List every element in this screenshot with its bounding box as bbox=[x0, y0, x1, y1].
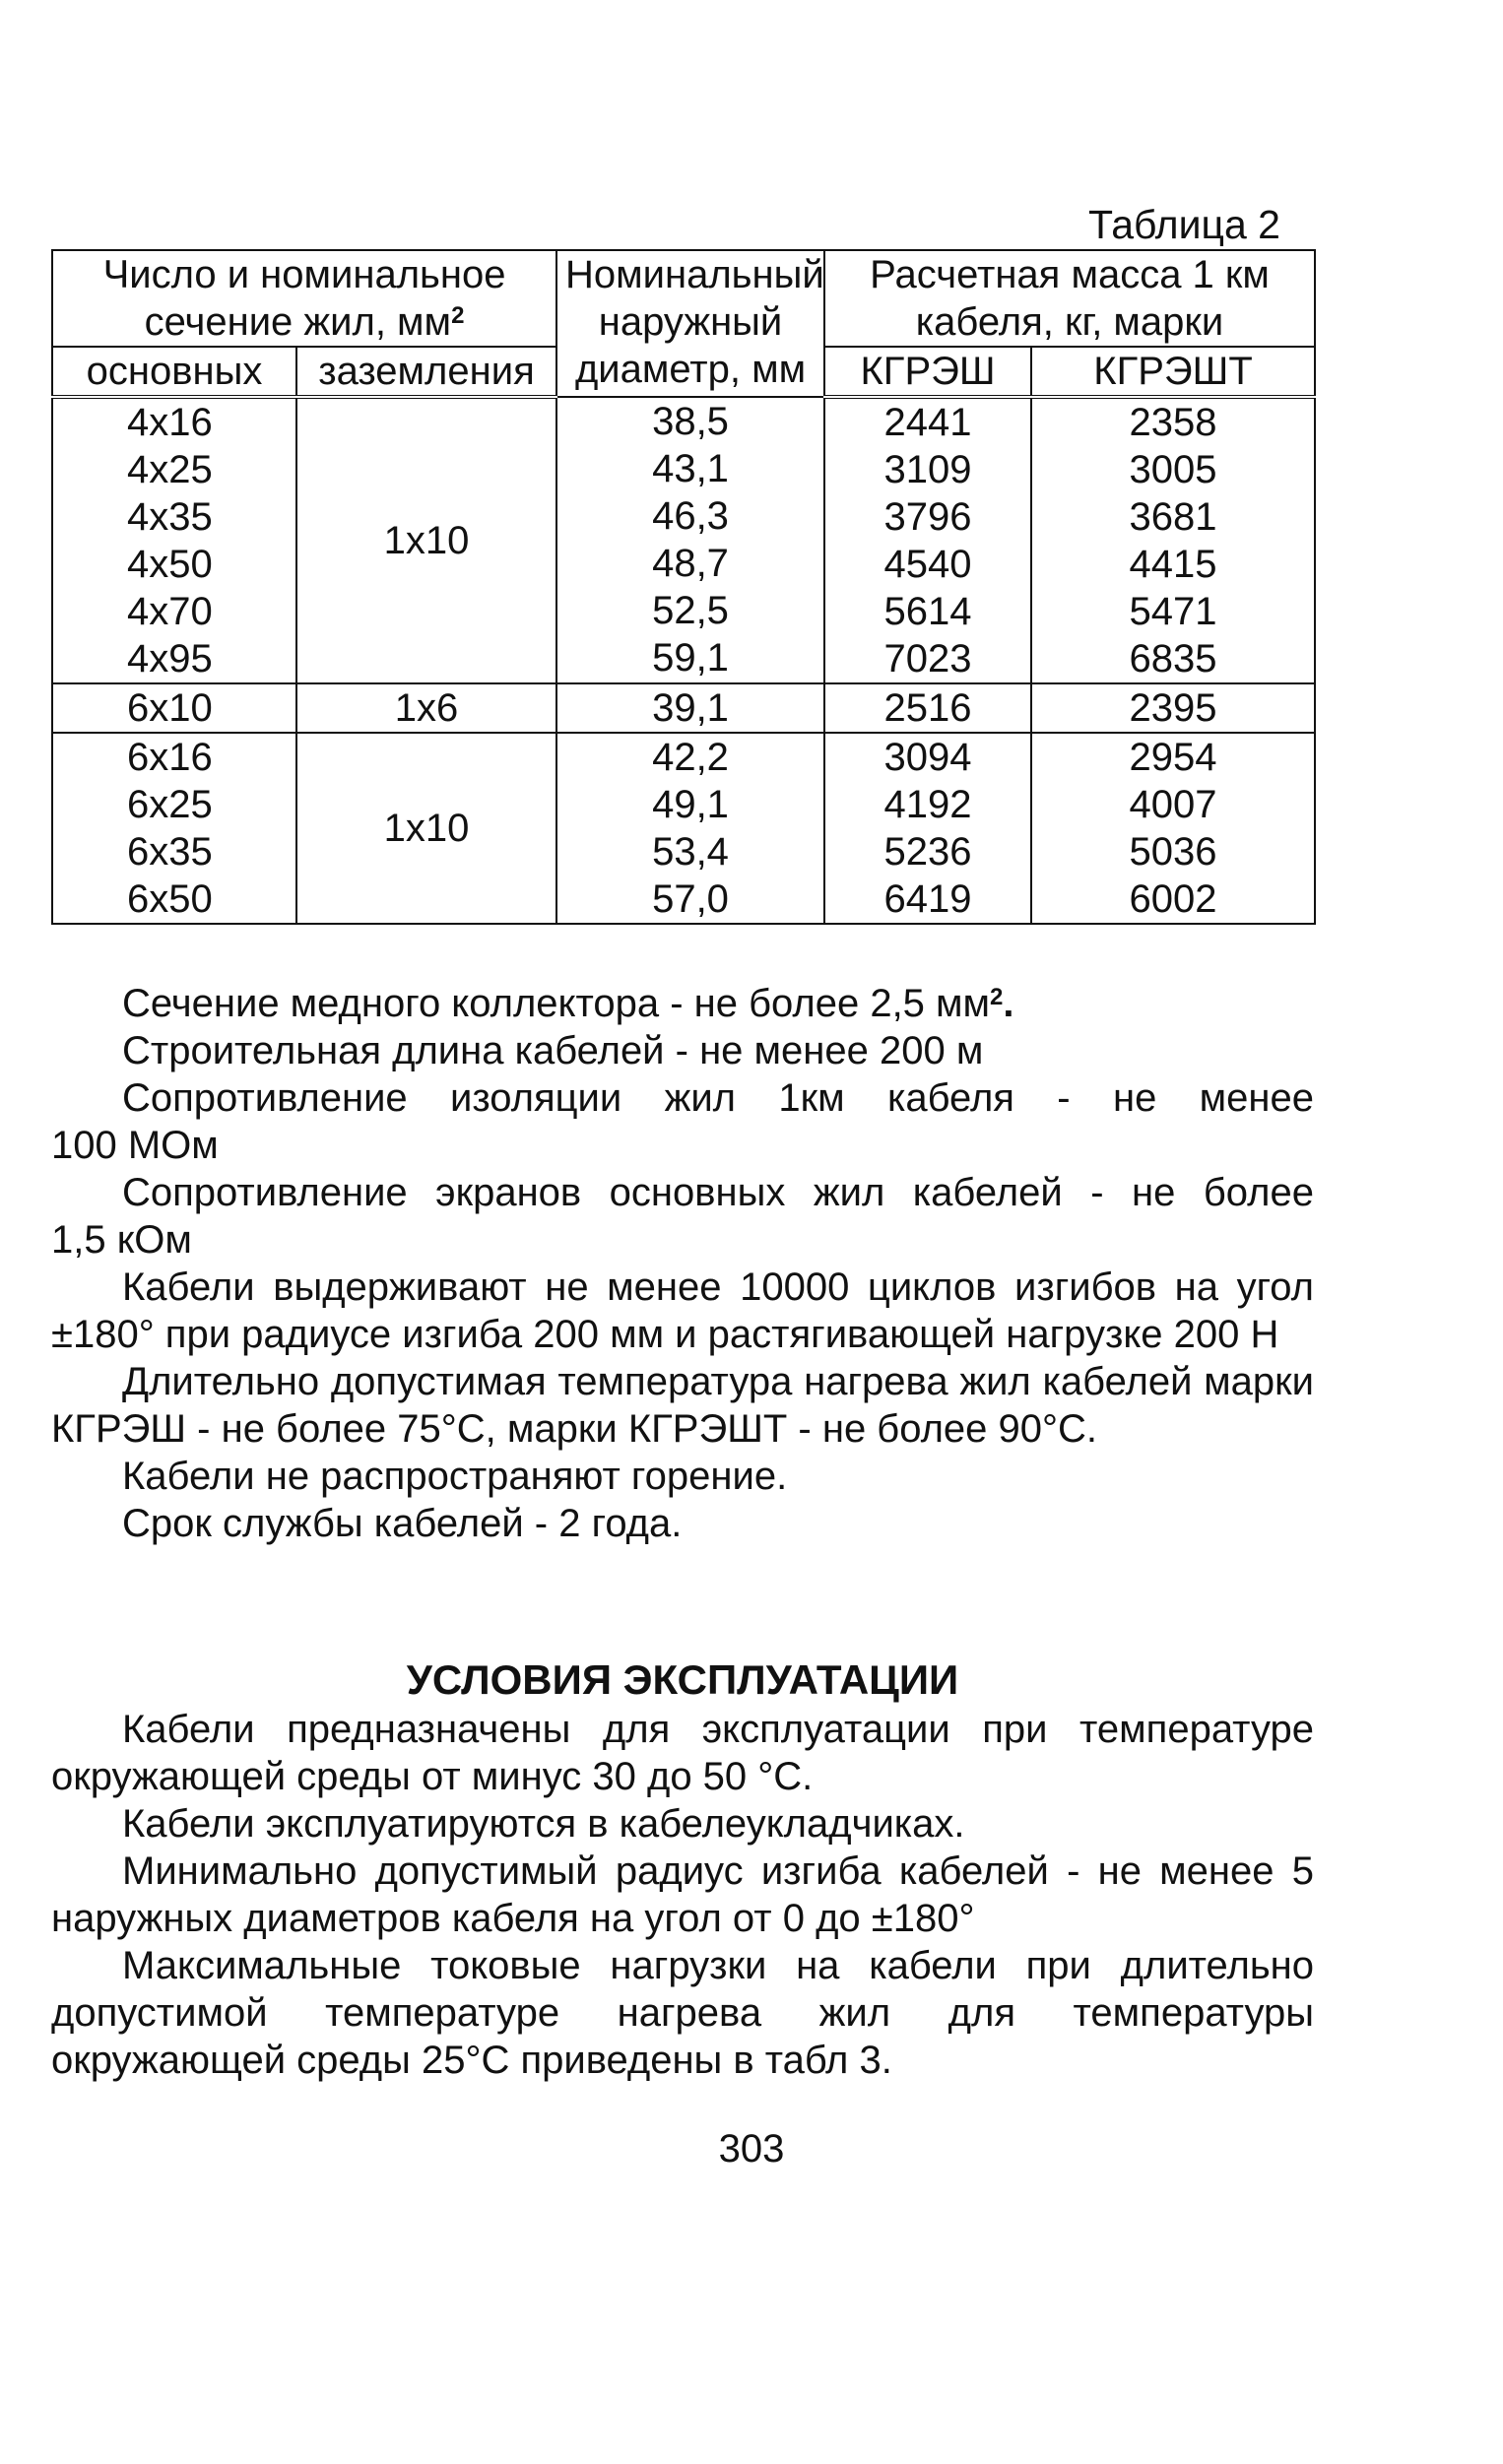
condition-paragraph: Кабели предназначены для эксплуатации при температуре окружающей среды от минус 30 до 50 °С. bbox=[51, 1708, 1314, 1798]
note-paragraph: Кабели выдерживают не менее 10000 циклов изгибов на угол ±180° при радиусе изгиба 200 мм и растягивающей нагрузке 200 Н bbox=[51, 1265, 1314, 1356]
table-row bbox=[52, 397, 1315, 683]
main-cores-cell: 6х16 6х25 6х35 6х50 bbox=[52, 733, 296, 924]
cable-spec-table bbox=[51, 249, 1316, 925]
header-ground-cores: заземления bbox=[296, 347, 556, 397]
condition-paragraph: Максимальные токовые нагрузки на кабели при длительно допустимой температуре нагрева жил для температуры окружающей среды 25°С приведены в табл 3. bbox=[51, 1944, 1314, 2082]
kgresht-mass-cell: 2954 4007 5036 6002 bbox=[1031, 733, 1315, 924]
condition-paragraph: Минимально допустимый радиус изгиба кабелей - не менее 5 наружных диаметров кабеля на угол от 0 до ±180° bbox=[51, 1849, 1314, 1940]
table-header-row bbox=[52, 250, 1315, 347]
note-paragraph: Строительная длина кабелей - не менее 200 м bbox=[122, 1029, 984, 1072]
kgresh-mass-cell: 2441 3109 3796 4540 5614 7023 bbox=[824, 397, 1031, 683]
notes-block bbox=[51, 980, 1314, 1547]
diameter-cell: 38,5 43,1 46,3 48,7 52,5 59,1 bbox=[556, 397, 824, 683]
table-caption: Таблица 2 bbox=[1088, 202, 1280, 247]
main-cores-cell: 4х16 4х25 4х35 4х50 4х70 4х95 bbox=[52, 397, 296, 683]
note-paragraph: Срок службы кабелей - 2 года. bbox=[122, 1502, 683, 1545]
kgresh-mass-cell: 2516 bbox=[824, 683, 1031, 733]
page-number: 303 bbox=[718, 2127, 785, 2171]
operating-conditions-block bbox=[51, 1706, 1314, 2084]
diameter-cell: 39,1 bbox=[556, 683, 824, 733]
header-cores bbox=[52, 250, 556, 347]
kgresh-mass-cell: 3094 4192 5236 6419 bbox=[824, 733, 1031, 924]
header-diameter: Номинальный наружный диаметр, мм bbox=[556, 250, 824, 397]
header-kgresht: КГРЭШТ bbox=[1031, 347, 1315, 397]
note-paragraph: Сопротивление экранов основных жил кабелей - не более 1,5 кОм bbox=[51, 1171, 1314, 1262]
table-row bbox=[52, 733, 1315, 924]
note-paragraph: Сечение медного коллектора - не более 2,5 $мм^2$. bbox=[122, 982, 1014, 1025]
header-mass: Расчетная масса 1 км кабеля, кг, марки bbox=[824, 250, 1315, 347]
section-heading: УСЛОВИЯ ЭКСПЛУАТАЦИИ bbox=[406, 1656, 959, 1703]
header-main-cores: основных bbox=[52, 347, 296, 397]
header-kgresh: КГРЭШ bbox=[824, 347, 1031, 397]
ground-cores-cell: 1х10 bbox=[296, 733, 556, 924]
ground-cores-cell: 1х6 bbox=[296, 683, 556, 733]
ground-cores-cell: 1х10 bbox=[296, 397, 556, 683]
kgresht-mass-cell: 2358 3005 3681 4415 5471 6835 bbox=[1031, 397, 1315, 683]
header-cores-line1: Число и номинальное bbox=[102, 253, 506, 296]
note-paragraph: Сопротивление изоляции жил 1км кабеля - не менее 100 МОм bbox=[51, 1076, 1314, 1167]
note-paragraph: Кабели не распространяют горение. bbox=[122, 1455, 788, 1498]
diameter-cell: 42,2 49,1 53,4 57,0 bbox=[556, 733, 824, 924]
note-paragraph: Длительно допустимая температура нагрева жил кабелей марки КГРЭШ - не более 75°С, марки КГРЭШТ - не более 90°С. bbox=[51, 1360, 1314, 1451]
header-cores-line2: сечение жил, $мм^2$ bbox=[144, 300, 465, 344]
kgresht-mass-cell: 2395 bbox=[1031, 683, 1315, 733]
condition-paragraph: Кабели эксплуатируются в кабелеукладчиках. bbox=[122, 1802, 965, 1846]
main-cores-cell: 6х10 bbox=[52, 683, 296, 733]
table-row bbox=[52, 683, 1315, 733]
